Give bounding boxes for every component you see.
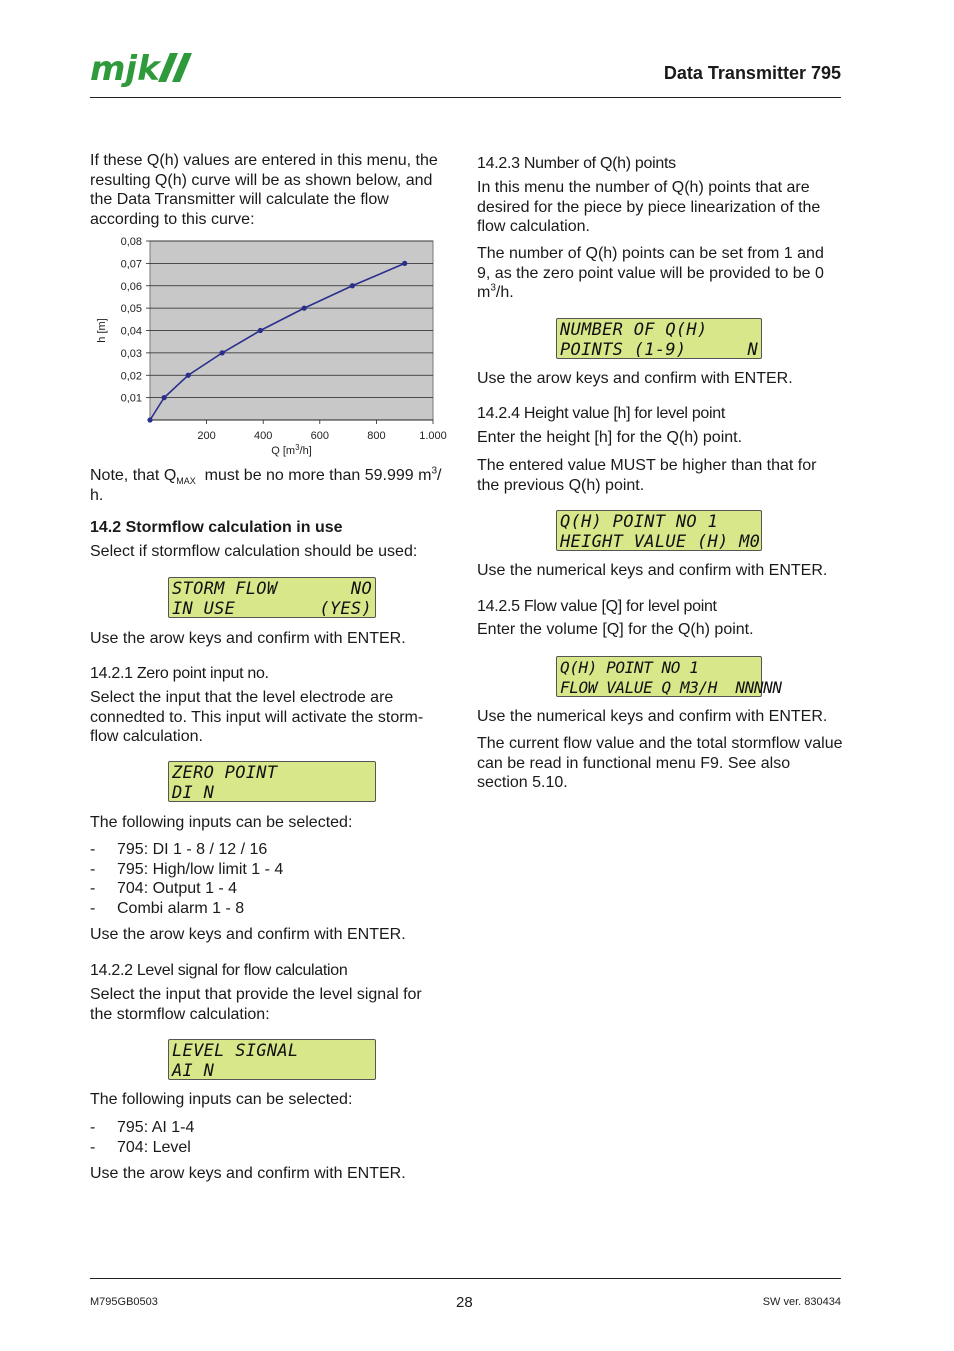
- qh-chart-svg: [90, 232, 460, 462]
- section-14-2-3-confirm: Use the arow keys and confirm with ENTER.: [477, 370, 793, 387]
- y-tick-label: 0,07: [120, 258, 142, 271]
- lcd-storm-l1b: NO: [350, 579, 372, 599]
- y-tick-label: 0,02: [120, 370, 142, 383]
- doc-title: Data Transmitter 795: [663, 63, 841, 83]
- lcd-storm-l2a: IN USE: [172, 599, 236, 619]
- section-14-2-2-text: Select the input that provide the level signal for the stormflow calculation:: [90, 986, 422, 1023]
- section-14-2-confirm: Use the arow keys and confirm with ENTER.: [90, 630, 406, 647]
- lcd-storm-l1a: STORM FLOW: [172, 579, 278, 599]
- section-14-2-4-text2: The entered value MUST be higher than that for the previous Q(h) point.: [477, 457, 817, 494]
- section-14-2-3-text2: [477, 244, 839, 303]
- y-tick-label: 0,08: [120, 236, 142, 248]
- section-14-2-1-title: 14.2.1 Zero point input no.: [90, 665, 269, 682]
- s1423-sup: 3: [490, 282, 496, 294]
- sw-version: SW ver. 830434: [762, 1296, 841, 1308]
- note-prefix: Note, that Q: [90, 467, 177, 484]
- inputs-list-2: [90, 1118, 194, 1157]
- x-tick-label: 400: [254, 430, 273, 442]
- intro-text: If these Q(h) values are entered in this menu, the resulting Q(h) curve will be as shown below, and the Data Transmitter will calculate the flow according to this curve:: [90, 152, 438, 228]
- section-14-2-2-confirm: Use the arow keys and confirm with ENTER.: [90, 1165, 406, 1182]
- section-14-2-title: 14.2 Stormflow calculation in use: [90, 519, 343, 536]
- data-point: [220, 350, 225, 355]
- data-point: [162, 395, 167, 400]
- note-sub: MAX: [176, 476, 196, 487]
- note-end2: h.: [90, 486, 104, 504]
- y-tick-label: 0,04: [120, 325, 142, 338]
- section-14-2-3-title: 14.2.3 Number of Q(h) points: [477, 155, 676, 172]
- list-item: - 795: AI 1-4: [90, 1119, 195, 1136]
- y-tick-label: 0,03: [120, 347, 142, 360]
- lcd-flow-l1: Q(H) POINT NO 1: [560, 658, 699, 677]
- lcd-number-l2a: POINTS (1-9): [560, 340, 687, 360]
- lcd-number-l2b: N: [747, 340, 758, 360]
- list-item-text: 795: DI 1 - 8 / 12 / 16: [117, 841, 268, 858]
- x-tick-label: 200: [197, 430, 216, 442]
- lcd-level-l2: AI N: [172, 1061, 215, 1081]
- qh-chart: [90, 232, 460, 462]
- x-axis-label: Q $[m^3/h]$: [271, 443, 312, 457]
- logo-text: mjk: [90, 50, 160, 89]
- x-tick-label: 1.000: [419, 430, 447, 442]
- header-rule: [90, 97, 841, 98]
- section-14-2-5-text2: The current flow value and the total stormflow value can be read in functional menu F9. See also section 5.10.: [477, 735, 843, 791]
- list-item-text: 795: High/low limit 1 - 4: [117, 860, 284, 878]
- lcd-height-l1: Q(H) POINT NO 1: [560, 512, 719, 532]
- lcd-storm-l2b: (YES): [319, 599, 372, 619]
- list-item: - Combi alarm 1 - 8: [90, 899, 245, 917]
- data-point: [147, 417, 152, 422]
- y-tick-label: 0,06: [120, 280, 142, 293]
- list-item-text: 704: Output 1 - 4: [117, 880, 238, 897]
- lcd-zero-point: [168, 761, 376, 802]
- section-14-2-2-title: 14.2.2 Level signal for flow calculation: [90, 962, 348, 979]
- list-item-text: 704: Level: [117, 1138, 191, 1156]
- section-14-2-5-text: Enter the volume [Q] for the Q(h) point.: [477, 621, 754, 638]
- y-tick-label: 0,01: [120, 392, 142, 405]
- section-14-2-5-confirm: Use the numerical keys and confirm with ENTER.: [477, 708, 828, 725]
- y-tick-label: 0,05: [120, 303, 142, 316]
- lcd-height-value: [556, 510, 762, 551]
- section-14-2-3-text1: In this menu the number of Q(h) points that are desired for the piece by piece linearization of the flow calculation.: [477, 179, 821, 235]
- section-14-2-1-text: Select the input that the level electrode are connedted to. This input will activate the storm-flow calculation.: [90, 689, 424, 745]
- page-number: 28: [456, 1294, 473, 1311]
- list-item: - 704: Output 1 - 4: [90, 880, 238, 897]
- note-end: /: [437, 467, 442, 484]
- list-item-text: 795: AI 1-4: [117, 1119, 195, 1136]
- lcd-zero-l2: DI N: [172, 783, 215, 803]
- list-item: - 795: DI 1 - 8 / 12 / 16: [90, 841, 268, 858]
- x-tick-label: 800: [367, 430, 386, 442]
- note-sup: 3: [431, 465, 438, 477]
- mjk-logo: [90, 50, 194, 92]
- section-14-2-5-title: 14.2.5 Flow value [Q] for level point: [477, 598, 717, 615]
- data-point: [350, 283, 355, 288]
- note-mid: must be no more than 59.999 m: [204, 467, 432, 484]
- lcd-height-l2a: HEIGHT VALUE (H) M: [560, 532, 750, 552]
- data-point: [258, 328, 263, 333]
- lcd-level-l1: LEVEL SIGNAL: [172, 1041, 299, 1061]
- doc-code: M795GB0503: [90, 1296, 158, 1308]
- inputs-intro: The following inputs can be selected:: [90, 814, 353, 831]
- lcd-flow-value: [556, 656, 782, 697]
- lcd-level-signal: [168, 1039, 376, 1080]
- inputs-intro-2: The following inputs can be selected:: [90, 1091, 353, 1108]
- qmax-note: [90, 466, 460, 505]
- section-14-2-4-confirm: Use the numerical keys and confirm with ENTER.: [477, 562, 828, 579]
- section-14-2-4-text1: Enter the height [h] for the Q(h) point.: [477, 429, 743, 446]
- inputs-list: [90, 840, 283, 918]
- lcd-height-l2b: 0: [749, 532, 761, 552]
- lcd-storm-flow: [168, 577, 376, 618]
- list-item: - 704: Level: [90, 1138, 191, 1156]
- x-tick-label: 600: [310, 430, 329, 442]
- lcd-flow-l2: FLOW VALUE Q M3/H NNNNN: [560, 678, 782, 697]
- lcd-zero-l1: ZERO POINT: [172, 763, 278, 783]
- footer-rule: [90, 1278, 841, 1279]
- data-point: [186, 373, 191, 378]
- lcd-number-points: [556, 318, 762, 359]
- data-point: [402, 261, 407, 266]
- s1423-text2b: /h.: [495, 284, 514, 301]
- lcd-number-l1: NUMBER OF Q(H): [560, 320, 708, 340]
- s1423-text2a: The number of Q(h) points can be set from 1 and 9, as the zero point value will be provided to be 0 m: [477, 245, 824, 301]
- section-14-2-1-confirm: Use the arow keys and confirm with ENTER.: [90, 926, 406, 943]
- section-14-2-4-title: 14.2.4 Height value [h] for level point: [477, 405, 726, 422]
- y-axis-label: h [m]: [96, 318, 108, 343]
- list-item-text: Combi alarm 1 - 8: [117, 899, 245, 917]
- data-point: [302, 306, 307, 311]
- section-14-2-text: Select if stormflow calculation should be used:: [90, 543, 418, 560]
- list-item: - 795: High/low limit 1 - 4: [90, 860, 284, 878]
